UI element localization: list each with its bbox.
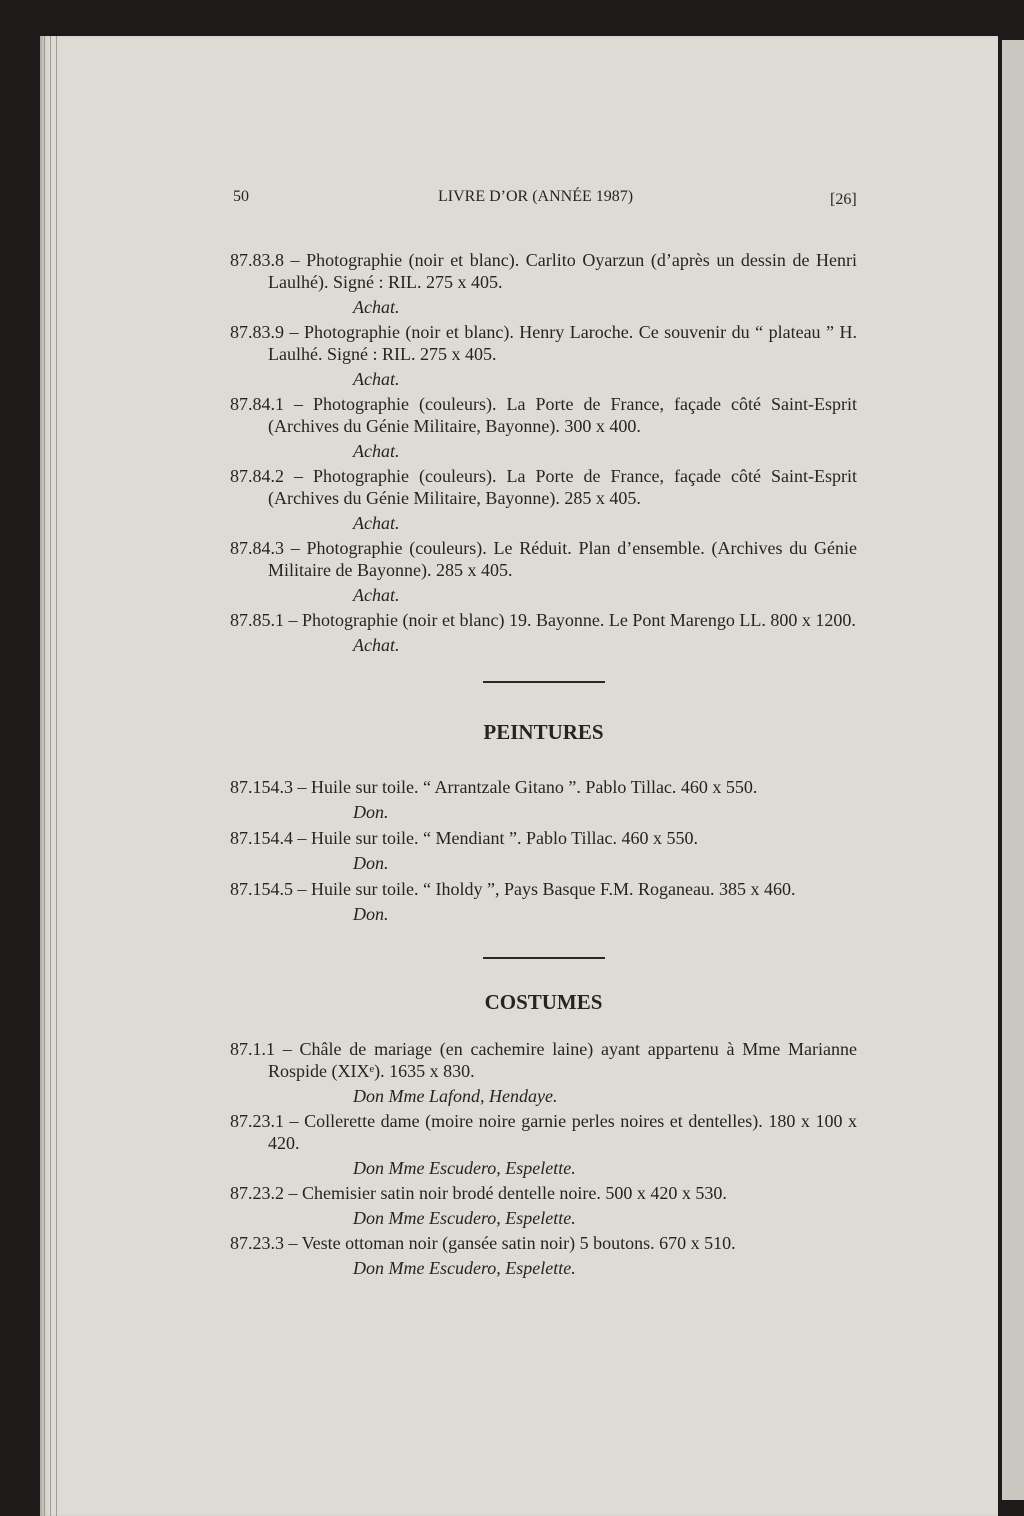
entry-note: Don. <box>353 904 389 924</box>
entry-note: Achat. <box>353 297 400 317</box>
catalog-entry <box>230 321 857 390</box>
section-heading-peintures: PEINTURES <box>483 720 604 744</box>
entry-note: Don Mme Escudero, Espelette. <box>353 1258 576 1278</box>
catalog-entry <box>230 465 857 534</box>
bracket-number: [26] <box>830 191 857 208</box>
catalog-entry <box>230 878 857 925</box>
entry-note: Achat. <box>353 635 400 655</box>
entry-note: Achat. <box>353 513 400 533</box>
entry-text: 87.84.3 – Photographie (couleurs). Le Réduit. Plan d’ensemble. (Archives du Génie Militaire de Bayonne). 285 x 405. <box>230 538 857 580</box>
section-divider <box>483 681 605 683</box>
entry-note: Achat. <box>353 441 400 461</box>
catalog-entry <box>230 249 857 318</box>
catalog-entry <box>230 1110 857 1179</box>
catalog-entry <box>230 609 857 656</box>
entry-text: 87.83.9 – Photographie (noir et blanc). Henry Laroche. Ce souvenir du “ plateau ” H. Laulhé. Signé : RIL. 275 x 405. <box>230 322 857 364</box>
entry-text: 87.23.1 – Collerette dame (moire noire garnie perles noires et dentelles). 180 x 100 x 420. <box>230 1111 857 1153</box>
entry-text: 87.23.2 – Chemisier satin noir brodé dentelle noire. 500 x 420 x 530. <box>230 1183 727 1203</box>
entry-note: Achat. <box>353 585 400 605</box>
entry-text: 87.83.8 – Photographie (noir et blanc). Carlito Oyarzun (d’après un dessin de Henri Laulhé). Signé : RIL. 275 x 405. <box>230 250 857 292</box>
entry-note: Achat. <box>353 369 400 389</box>
entry-note: Don. <box>353 802 389 822</box>
page-number: 50 <box>233 188 249 205</box>
next-page-edge <box>1002 40 1024 1500</box>
catalog-entry <box>230 776 857 823</box>
page-stack-edge <box>50 36 51 1516</box>
costumes-entries <box>230 1038 857 1279</box>
entry-text: 87.84.1 – Photographie (couleurs). La Porte de France, façade côté Saint-Esprit (Archives du Génie Militaire, Bayonne). 300 x 400. <box>230 394 857 436</box>
entry-text: 87.154.3 – Huile sur toile. “ Arrantzale Gitano ”. Pablo Tillac. 460 x 550. <box>230 777 758 797</box>
page-stack-edge <box>44 36 45 1516</box>
entry-text: 87.23.3 – Veste ottoman noir (gansée satin noir) 5 boutons. 670 x 510. <box>230 1233 736 1253</box>
running-title: LIVRE D’OR (ANNÉE 1987) <box>438 188 634 205</box>
catalog-entry <box>230 393 857 462</box>
entry-note: Don Mme Escudero, Espelette. <box>353 1208 576 1228</box>
peintures-entries <box>230 776 857 925</box>
section-divider <box>483 957 605 959</box>
entry-note: Don Mme Lafond, Hendaye. <box>353 1086 558 1106</box>
catalog-entry <box>230 537 857 606</box>
catalog-entry <box>230 827 857 874</box>
entry-note: Don. <box>353 853 389 873</box>
page-stack-edge <box>56 36 57 1516</box>
catalog-entry <box>230 1232 857 1279</box>
entry-note: Don Mme Escudero, Espelette. <box>353 1158 576 1178</box>
photo-entries <box>230 249 857 656</box>
entry-text: 87.1.1 – Châle de mariage (en cachemire laine) ayant appartenu à Mme Marianne Rospide (XIXᵉ). 1635 x 830. <box>230 1039 857 1081</box>
entry-text: 87.154.4 – Huile sur toile. “ Mendiant ”. Pablo Tillac. 460 x 550. <box>230 828 698 848</box>
catalog-entry <box>230 1182 857 1229</box>
entry-text: 87.154.5 – Huile sur toile. “ Iholdy ”, Pays Basque F.M. Roganeau. 385 x 460. <box>230 879 796 899</box>
catalog-entry <box>230 1038 857 1107</box>
section-heading-costumes: COSTUMES <box>484 990 603 1014</box>
entry-text: 87.84.2 – Photographie (couleurs). La Porte de France, façade côté Saint-Esprit (Archives du Génie Militaire, Bayonne). 285 x 405. <box>230 466 857 508</box>
entry-text: 87.85.1 – Photographie (noir et blanc) 19. Bayonne. Le Pont Marengo LL. 800 x 1200. <box>230 610 856 630</box>
